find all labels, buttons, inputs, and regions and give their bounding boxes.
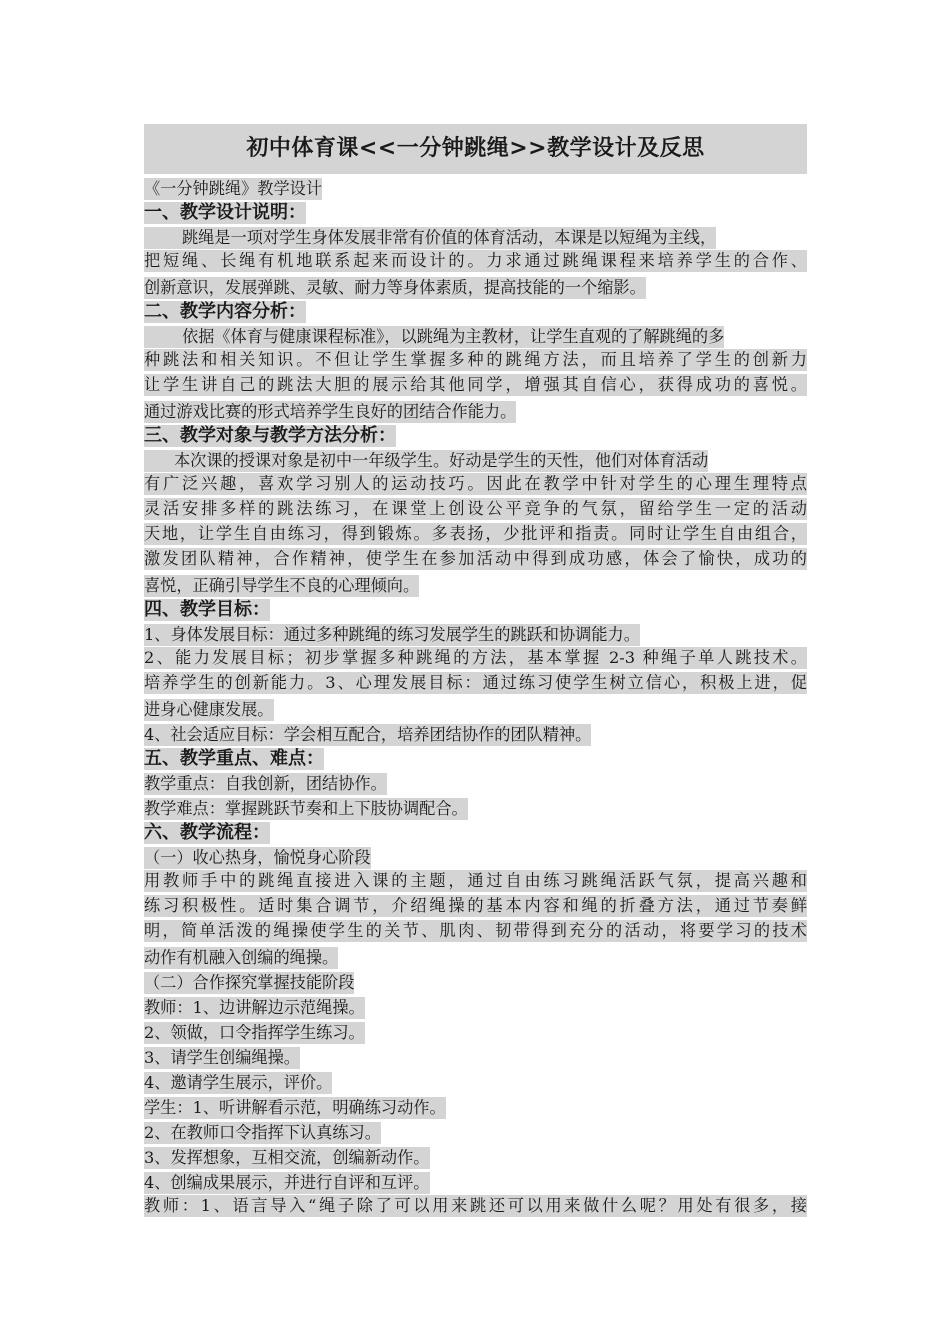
- line-text: 六、教学流程：: [144, 822, 270, 843]
- line-text: 教师：1、边讲解边示范绳操。: [144, 998, 365, 1017]
- line-text: 2、能力发展目标；初步掌握多种跳绳的方法，基本掌握 2-3 种绳子单人跳技术。: [144, 648, 807, 667]
- section-heading: [144, 300, 807, 324]
- line-text: 3、发挥想象，互相交流，创编新动作。: [144, 1148, 430, 1167]
- line-text: 4、社会适应目标：学会相互配合，培养团结协作的团队精神。: [144, 725, 592, 744]
- text-line: [144, 1170, 807, 1195]
- line-text: 依据《体育与健康课程标准》，以跳绳为主教材，让学生直观的了解跳绳的多: [144, 326, 724, 348]
- line-text: 二、教学内容分析：: [144, 301, 306, 322]
- line-text: 把短绳、长绳有机地联系起来而设计的。力求通过跳绳课程来培养学生的合作、: [144, 251, 807, 270]
- line-text: 教师：1、语言导入“绳子除了可以用来跳还可以用来做什么呢？用处有很多，接: [144, 1196, 807, 1215]
- text-line: [144, 225, 807, 250]
- section-heading: [144, 424, 807, 448]
- line-text: 进身心健康发展。: [144, 700, 274, 719]
- text-line: [144, 573, 807, 598]
- text-line: [144, 374, 807, 399]
- section-heading: [144, 821, 807, 845]
- document-title: 初中体育课<<一分钟跳绳>>教学设计及反思: [144, 124, 807, 174]
- text-line: [144, 895, 807, 920]
- text-line: [144, 722, 807, 747]
- text-line: [144, 1045, 807, 1070]
- text-line: [144, 1195, 807, 1220]
- line-text: 教学难点：掌握跳跃节奏和上下肢协调配合。: [144, 799, 468, 818]
- line-text: 激发团队精神，合作精神，使学生在参加活动中得到成功感，体会了愉快，成功的: [144, 549, 807, 568]
- text-line: [144, 920, 807, 945]
- text-line: [144, 796, 807, 821]
- section-heading: [144, 598, 807, 622]
- line-text: 练习积极性。适时集合调节，介绍绳操的基本内容和绳的折叠方法，通过节奏鲜: [144, 896, 807, 915]
- line-text: 跳绳是一项对学生身体发展非常有价值的体育活动，本课是以短绳为主线，: [144, 227, 716, 249]
- text-line: [144, 498, 807, 523]
- line-text: 一、教学设计说明：: [144, 202, 306, 223]
- line-text: 3、请学生创编绳操。: [144, 1048, 300, 1067]
- text-line: [144, 473, 807, 498]
- line-text: 三、教学对象与教学方法分析：: [144, 425, 396, 446]
- line-text: 培养学生的创新能力。3、心理发展目标：通过练习使学生树立信心，积极上进，促: [144, 673, 807, 692]
- document-lines: [144, 176, 807, 1220]
- text-line: [144, 448, 807, 473]
- section-heading: [144, 747, 807, 771]
- line-text: 2、在教师口令指挥下认真练习。: [144, 1123, 381, 1142]
- text-line: [144, 1145, 807, 1170]
- line-text: 创新意识，发展弹跳、灵敏、耐力等身体素质，提高技能的一个缩影。: [144, 278, 646, 297]
- line-text: 种跳法和相关知识。不但让学生掌握多种的跳绳方法，而且培养了学生的创新力: [144, 350, 807, 369]
- line-text: 四、教学目标：: [144, 599, 270, 620]
- line-text: 动作有机融入创编的绳操。: [144, 948, 339, 967]
- line-text: 灵活安排多样的跳法练习，在课堂上创设公平竞争的气氛，留给学生一定的活动: [144, 499, 807, 518]
- text-line: [144, 995, 807, 1020]
- text-line: [144, 870, 807, 895]
- text-line: [144, 324, 807, 349]
- line-text: 本次课的授课对象是初中一年级学生。好动是学生的天性，他们对体育活动: [144, 450, 708, 472]
- text-line: [144, 945, 807, 970]
- text-line: [144, 176, 807, 201]
- line-text: 五、教学重点、难点：: [144, 748, 324, 769]
- line-text: 通过游戏比赛的形式培养学生良好的团结合作能力。: [144, 402, 517, 421]
- line-text: 1、身体发展目标：通过多种跳绳的练习发展学生的跳跃和协调能力。: [144, 625, 640, 644]
- line-text: 明，简单活泼的绳操使学生的关节、肌肉、韧带得到充分的活动，将要学习的技术: [144, 921, 807, 940]
- text-line: [144, 771, 807, 796]
- text-line: [144, 647, 807, 672]
- document-body: [144, 124, 807, 1220]
- text-line: [144, 275, 807, 300]
- text-line: [144, 523, 807, 548]
- line-text: 4、创编成果展示，并进行自评和互评。: [144, 1173, 430, 1192]
- line-text: （一）收心热身，愉悦身心阶段: [144, 848, 371, 867]
- text-line: [144, 548, 807, 573]
- text-line: [144, 1020, 807, 1045]
- text-line: [144, 250, 807, 275]
- text-line: [144, 1120, 807, 1145]
- line-text: 让学生讲自己的跳法大胆的展示给其他同学，增强其自信心，获得成功的喜悦。: [144, 375, 807, 394]
- text-line: [144, 970, 807, 995]
- line-text: 天地，让学生自由练习，得到锻炼。多表扬，少批评和指责。同时让学生自由组合，: [144, 524, 807, 543]
- line-text: 学生：1、听讲解看示范，明确练习动作。: [144, 1098, 446, 1117]
- line-text: 2、领做，口令指挥学生练习。: [144, 1023, 365, 1042]
- text-line: [144, 672, 807, 697]
- text-line: [144, 1095, 807, 1120]
- text-line: [144, 622, 807, 647]
- text-line: [144, 697, 807, 722]
- line-text: 喜悦，正确引导学生不良的心理倾向。: [144, 576, 420, 595]
- line-text: 4、邀请学生展示，评价。: [144, 1073, 333, 1092]
- line-text: 教学重点：自我创新，团结协作。: [144, 774, 387, 793]
- section-heading: [144, 201, 807, 225]
- line-text: 《一分钟跳绳》教学设计: [144, 179, 323, 198]
- text-line: [144, 1070, 807, 1095]
- line-text: （二）合作探究掌握技能阶段: [144, 973, 355, 992]
- line-text: 用教师手中的跳绳直接进入课的主题，通过自由练习跳绳活跃气氛，提高兴趣和: [144, 871, 807, 890]
- text-line: [144, 399, 807, 424]
- line-text: 有广泛兴趣，喜欢学习别人的运动技巧。因此在教学中针对学生的心理生理特点: [144, 474, 807, 493]
- text-line: [144, 349, 807, 374]
- text-line: [144, 845, 807, 870]
